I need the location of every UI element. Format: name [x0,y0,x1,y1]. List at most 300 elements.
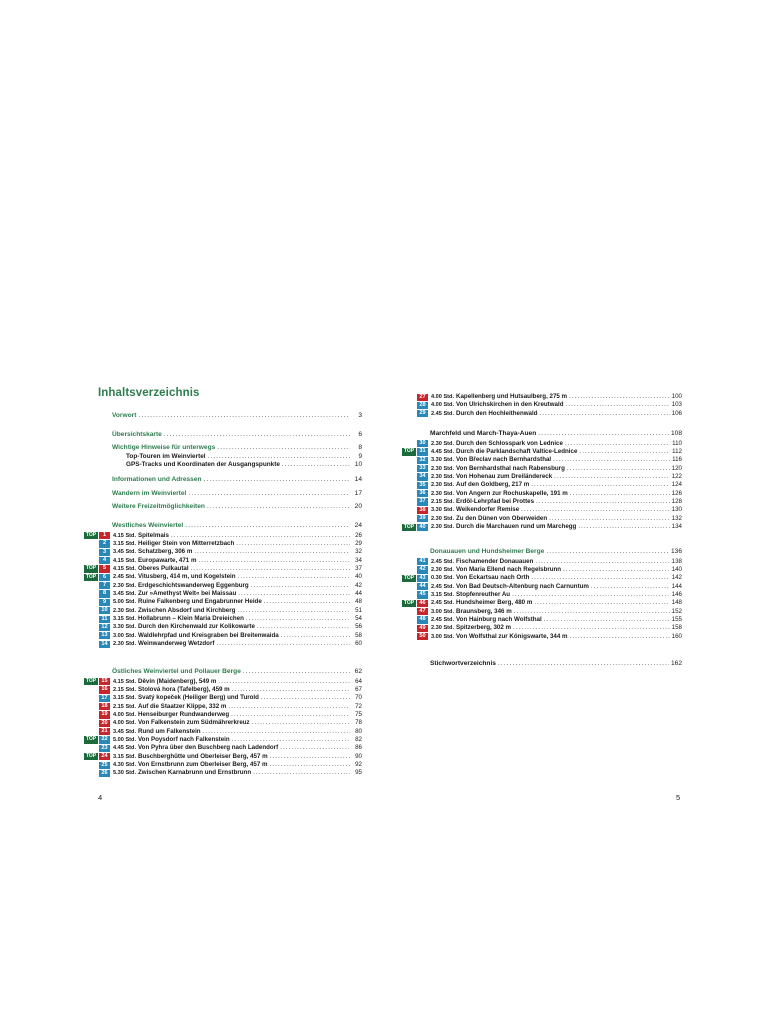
toc-entry-page: 8 [358,444,362,451]
route-row[interactable] [84,607,362,615]
route-row[interactable] [402,608,682,616]
route-number-badge: 36 [417,490,428,497]
route-title: Zu den Dünen von Oberweiden [456,514,548,522]
route-duration: 3.15 Std. [113,540,137,547]
route-row[interactable] [84,744,362,752]
top-badge [402,566,416,573]
route-page: 120 [671,464,682,472]
top-badge [84,728,98,735]
route-number-badge: 31 [417,448,428,455]
route-page: 78 [355,719,362,727]
route-page: 58 [355,631,362,639]
route-page: 160 [671,632,682,640]
top-badge: TOP [85,736,97,743]
route-number-badge: 50 [417,633,428,640]
route-title: Europawarte, 471 m [138,556,197,564]
top-badge [402,583,416,590]
top-badge: TOP [85,532,97,539]
route-title: Zur »Amethyst Welt« bei Maissau [138,589,237,597]
top-badge [402,498,416,505]
route-title: Zwischen Karnabrunn und Ernstbrunn [138,769,252,777]
route-title: Von Ulrichskirchen in den Kreutwald [456,401,564,409]
route-row[interactable] [402,583,682,591]
route-list [84,678,362,778]
route-duration: 4.00 Std. [113,711,137,718]
leader-dots [270,761,350,769]
route-number-badge: 3 [99,549,110,556]
toc-entry-page: 108 [670,430,682,437]
toc-entry[interactable] [84,667,362,677]
route-page: 86 [355,744,362,752]
route-row[interactable] [402,410,682,418]
route-row[interactable] [84,548,362,556]
top-badge: TOP [85,565,97,572]
toc-sub-label: Top-Touren im Weinviertel [126,452,206,460]
top-badge [84,703,98,710]
route-row[interactable] [84,573,362,581]
leader-dots [231,711,350,719]
route-duration: 3.45 Std. [113,728,137,735]
route-page: 110 [672,439,682,447]
route-number-badge: 30 [417,440,428,447]
leader-dots [232,686,350,694]
route-duration: 3.00 Std. [113,632,137,639]
toc-section [84,667,362,778]
route-page: 132 [671,514,682,522]
route-number-badge: 16 [99,686,110,693]
route-row[interactable] [402,633,682,641]
route-row[interactable] [84,736,362,744]
leader-dots [553,456,670,464]
route-number-badge: 4 [99,557,110,564]
route-number-badge: 43 [417,575,428,582]
route-row[interactable] [402,473,682,481]
route-duration: 4.15 Std. [113,565,137,572]
route-row[interactable] [84,598,362,606]
route-row[interactable] [402,574,682,582]
route-row[interactable] [84,686,362,694]
toc-entry[interactable] [84,521,362,531]
leader-dots [531,574,669,582]
route-duration: 2.30 Std. [113,582,137,589]
toc-section [84,443,362,469]
route-number-badge: 17 [99,695,110,702]
route-page: 90 [355,752,362,760]
route-title: Von Hohenau zum Dreiländereck [456,472,553,480]
route-page: 92 [355,760,362,768]
top-badge [84,632,98,639]
route-duration: 3.15 Std. [113,753,137,760]
route-row[interactable] [402,465,682,473]
top-badge [402,625,416,632]
route-row[interactable] [402,599,682,607]
route-title: Auf die Staatzer Klippe, 332 m [138,702,227,710]
toc-entry-page: 14 [354,476,362,483]
page-number-left: 4 [98,793,103,802]
route-page: 75 [355,710,362,718]
top-badge [402,507,416,514]
route-duration: 2.30 Std. [431,515,455,522]
toc-entry[interactable] [84,411,362,421]
route-number-badge: 42 [417,566,428,573]
route-duration: 3.30 Std. [431,457,455,464]
route-duration: 2.30 Std. [431,490,455,497]
toc-section [84,475,362,485]
top-badge [402,633,416,640]
route-number-badge: 5 [99,565,110,572]
toc-sub-label: GPS-Tracks und Koordinaten der Ausgangspunkte [126,460,280,468]
leader-dots [188,489,350,499]
toc-entry[interactable] [402,547,682,557]
top-badge [402,457,416,464]
route-duration: 5.30 Std. [113,770,137,777]
leader-dots [238,590,350,598]
route-number-badge: 2 [99,540,110,547]
route-row[interactable] [84,565,362,573]
route-row[interactable] [402,498,682,506]
route-page: 103 [671,401,682,409]
top-badge [84,770,98,777]
toc-entry-label: Östliches Weinviertel und Pollauer Berge [112,668,241,675]
route-page: 112 [672,447,682,455]
route-title: Von Poysdorf nach Falkenstein [138,735,230,743]
route-duration: 2.45 Std. [431,583,455,590]
leader-dots [567,465,670,473]
toc-entry[interactable] [84,475,362,485]
toc-section [84,411,362,421]
toc-entry[interactable] [84,443,362,453]
route-row[interactable] [402,624,682,632]
toc-sub-entry[interactable] [84,461,362,469]
leader-dots [570,490,670,498]
leader-dots [204,475,350,485]
route-title: Spitelmais [138,531,169,539]
route-number-badge: 11 [99,616,110,623]
top-badge [402,616,416,623]
route-number-badge: 27 [417,394,428,401]
route-number-badge: 21 [99,728,110,735]
leader-dots [232,736,350,744]
route-number-badge: 10 [99,607,110,614]
route-row[interactable] [402,456,682,464]
route-number-badge: 37 [417,498,428,505]
route-duration: 2.30 Std. [431,625,455,632]
leader-dots [539,410,669,418]
toc-entry[interactable] [84,502,362,512]
route-page: 37 [355,564,362,572]
route-duration: 3.00 Std. [431,608,455,615]
route-duration: 2.30 Std. [431,523,455,530]
toc-entry-label: Vorwort [112,412,137,419]
route-number-badge: 22 [99,736,110,743]
route-title: Durch die Marchauen rund um Marchegg [456,522,577,530]
route-title: Durch die Parklandschaft Valtice-Lednice [456,447,578,455]
top-badge: TOP [85,678,97,685]
route-row[interactable] [402,448,682,456]
toc-entry-page: 162 [670,660,682,667]
toc-section [84,521,362,648]
route-duration: 4.30 Std. [113,761,137,768]
route-page: 51 [355,606,362,614]
route-number-badge: 46 [417,600,428,607]
route-row[interactable] [84,540,362,548]
route-number-badge: 23 [99,745,110,752]
route-duration: 4.00 Std. [431,394,455,400]
leader-dots [138,411,350,421]
route-row[interactable] [402,616,682,624]
leader-dots [563,566,670,574]
route-number-badge: 47 [417,608,428,615]
leader-dots [546,547,669,557]
route-number-badge: 41 [417,558,428,565]
toc-sub-entry[interactable] [84,453,362,461]
top-badge [84,624,98,631]
route-duration: 2.45 Std. [431,410,455,417]
top-badge: TOP [85,753,97,760]
route-page: 158 [671,624,682,632]
toc-entry[interactable] [402,429,682,439]
top-badge [402,591,416,598]
route-number-badge: 49 [417,625,428,632]
top-badge: TOP [403,448,415,455]
leader-dots [252,719,350,727]
route-duration: 2.30 Std. [431,473,455,480]
route-row[interactable] [402,481,682,489]
route-duration: 4.15 Std. [113,557,137,564]
route-title: Von Bad Deutsch-Altenburg nach Carnuntum [456,582,589,590]
route-row[interactable] [84,623,362,631]
route-number-badge: 7 [99,582,110,589]
route-number-badge: 44 [417,583,428,590]
route-page: 64 [355,677,362,685]
top-badge [84,762,98,769]
route-duration: 3.15 Std. [431,591,455,598]
leader-dots [257,623,350,631]
leader-dots [243,667,350,677]
top-badge [402,402,416,409]
top-badge [84,557,98,564]
top-badge [402,608,416,615]
route-row[interactable] [84,582,362,590]
route-duration: 0.30 Std. [431,575,455,582]
leader-dots [216,640,350,648]
top-badge [84,616,98,623]
route-row[interactable] [402,591,682,599]
top-badge [84,641,98,648]
toc-section [84,489,362,499]
route-row[interactable] [402,506,682,514]
route-row[interactable] [84,711,362,719]
leader-dots [207,502,350,512]
top-badge [84,711,98,718]
toc-entry-label: Informationen und Adressen [112,476,202,483]
route-duration: 2.30 Std. [431,566,455,573]
route-row[interactable] [402,515,682,523]
route-row[interactable] [84,753,362,761]
leader-dots [171,532,350,540]
route-page: 138 [671,557,682,565]
route-number-badge: 32 [417,457,428,464]
leader-dots [538,429,669,439]
route-number-badge: 29 [417,410,428,417]
route-number-badge: 15 [99,678,110,685]
route-row[interactable] [84,615,362,623]
route-page: 80 [355,727,362,735]
route-title: Svatý kopeček (Heiliger Berg) und Turold [138,694,259,702]
toc-entry-page: 6 [358,431,362,438]
route-page: 67 [355,685,362,693]
route-row[interactable] [84,590,362,598]
route-duration: 2.30 Std. [431,482,455,489]
top-badge [402,440,416,447]
leader-dots [203,728,350,736]
route-row[interactable] [402,566,682,574]
route-row[interactable] [84,719,362,727]
route-number-badge: 35 [417,482,428,489]
toc-section [402,659,682,669]
route-number-badge: 34 [417,473,428,480]
toc-title: Inhaltsverzeichnis [98,387,200,399]
toc-entry-label: Marchfeld und March-Thaya-Auen [430,430,537,437]
route-number-badge: 20 [99,720,110,727]
route-number-badge: 13 [99,632,110,639]
route-page: 152 [671,607,682,615]
toc-section [402,429,682,531]
route-duration: 2.15 Std. [113,686,137,693]
route-number-badge: 9 [99,599,110,606]
route-title: Von Hainburg nach Wolfsthal [456,615,542,623]
route-page: 95 [355,769,362,777]
route-number-badge: 45 [417,591,428,598]
route-page: 56 [355,623,362,631]
route-title: Von Angern zur Rochuskapelle, 191 m [456,489,568,497]
toc-entry-page: 62 [354,668,362,675]
toc-section [84,430,362,440]
route-title: Von Bernhardsthal nach Rabensburg [456,464,565,472]
route-row[interactable] [84,703,362,711]
leader-dots [282,461,350,469]
route-page: 32 [355,548,362,556]
toc-entry[interactable] [84,489,362,499]
route-title: Von Břeclav nach Bernhardsthal [456,456,552,464]
toc-entry-label: Übersichtskarte [112,431,162,438]
leader-dots [253,769,350,777]
toc-section [402,547,682,641]
route-duration: 5.00 Std. [113,599,137,606]
route-number-badge: 12 [99,624,110,631]
route-title: Fischamender Donauauen [456,557,534,565]
route-number-badge: 28 [417,402,428,409]
route-title: Zwischen Absdorf und Kirchberg [138,606,236,614]
route-title: Ruine Falkenberg und Engabrunner Heide [138,598,262,606]
toc-entry[interactable] [84,430,362,440]
leader-dots [534,599,669,607]
route-row[interactable] [84,728,362,736]
toc-entry-label: Weitere Freizeitmöglichkeiten [112,503,205,510]
route-title: Oberes Pulkautal [138,564,189,572]
route-title: Schatzberg, 306 m [138,548,193,556]
toc-entry-label: Westliches Weinviertel [112,522,184,529]
route-duration: 3.45 Std. [113,590,137,597]
route-page: 72 [355,702,362,710]
route-page: 44 [355,589,362,597]
route-row[interactable] [402,401,682,409]
page-number-right: 5 [676,793,681,802]
route-number-badge: 1 [99,532,110,539]
route-title: Von Falkenstein zum Südmährerkreuz [138,719,250,727]
toc-entry-page: 3 [358,412,362,419]
route-row[interactable] [84,640,362,648]
toc-entry-label: Wandern im Weinviertel [112,490,187,497]
leader-dots [164,430,350,440]
leader-dots [513,624,670,632]
toc-entry-page: 24 [354,522,362,529]
top-badge [84,720,98,727]
toc-entry-page: 20 [354,503,362,510]
leader-dots [566,401,670,409]
leader-dots [270,753,350,761]
route-row[interactable] [402,490,682,498]
leader-dots [246,615,350,623]
route-row[interactable] [84,632,362,640]
top-badge [84,745,98,752]
top-badge [84,607,98,614]
route-row[interactable] [84,769,362,777]
route-title: Stolová hora (Tafelberg), 459 m [138,685,230,693]
route-page: 116 [672,456,682,464]
toc-section [84,502,362,512]
toc-entry-label: Wichtige Hinweise für unterwegs [112,444,216,451]
route-title: Von Eckartsau nach Orth [456,574,530,582]
leader-dots [198,557,350,565]
route-number-badge: 40 [417,524,428,531]
leader-dots [521,506,670,514]
top-badge [402,394,416,401]
leader-dots [544,616,670,624]
route-row[interactable] [402,558,682,566]
route-row[interactable] [84,532,362,540]
route-duration: 5.00 Std. [113,736,137,743]
route-title: Děvín (Maidenberg), 549 m [138,677,217,685]
route-title: Erdöl-Lehrpfad bei Prottes [456,497,535,505]
leader-dots [228,703,350,711]
route-title: Von Pyhra über den Buschberg nach Ladendorf [138,744,279,752]
route-title: Henseiburger Rundwanderweg [138,710,230,718]
top-badge [402,482,416,489]
route-row[interactable] [84,761,362,769]
route-title: Weinwanderweg Wetzdorf [138,639,215,647]
route-row[interactable] [84,694,362,702]
route-duration: 4.15 Std. [113,532,137,539]
toc-entry[interactable] [402,659,682,669]
route-page: 82 [355,735,362,743]
leader-dots [280,744,350,752]
top-badge [84,540,98,547]
toc-entry-label: Stichwortverzeichnis [430,660,496,667]
route-page: 48 [355,598,362,606]
route-row[interactable] [402,523,682,531]
route-title: Durch den Schlosspark von Lednice [456,439,563,447]
route-row[interactable] [402,393,682,401]
leader-dots [236,540,350,548]
route-row[interactable] [402,440,682,448]
leader-dots [261,694,350,702]
route-row[interactable] [84,557,362,565]
leader-dots [579,448,670,456]
top-badge [402,473,416,480]
top-badge: TOP [403,523,415,530]
route-row[interactable] [84,678,362,686]
